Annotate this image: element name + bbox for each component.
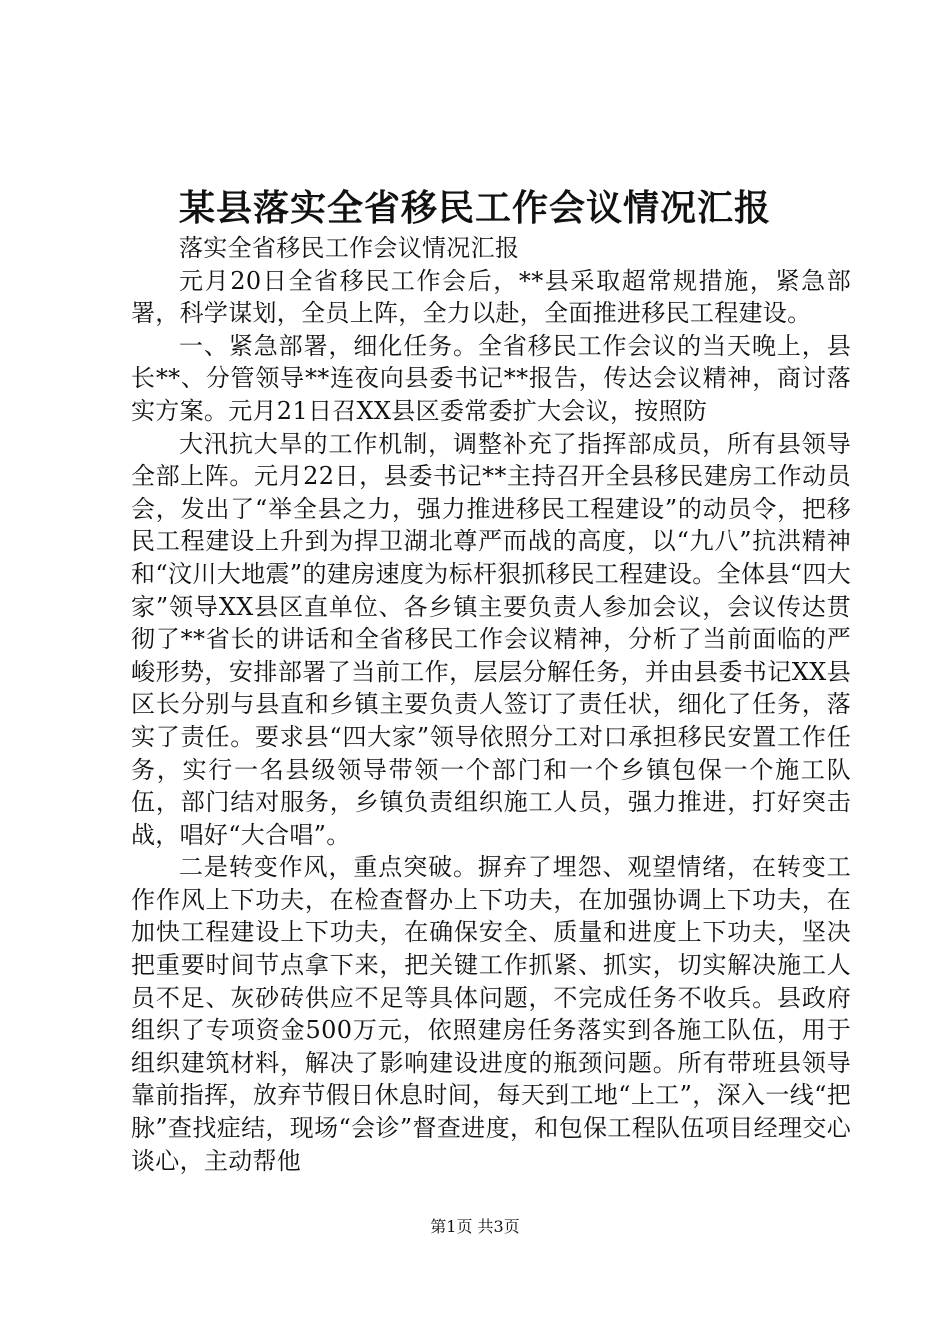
body-paragraph-subtitle: 落实全省移民工作会议情况汇报 <box>179 234 520 262</box>
body-paragraph-section-2: 二是转变作风，重点突破。摒弃了埋怨、观望情绪，在转变工作作风上下功夫，在检查督办上下功夫，在加强协调上下功夫，在加快工程建设上下功夫，在确保安全、质量和进度上下功夫，坚决把重要时间节点拿下来，把关键工作抓紧、抓实，切实解决施工人员不足、灰砂砖供应不足等具体问题，不完成任务不收兵。县政府组织了专项资金500万元，依照建房任务落实到各施工队伍，用于组织建筑材料，解决了影响建设进度的瓶颈问题。所有带班县领导靠前指挥，放弃节假日休息时间，每天到工地“上工”，深入一线“把脉”查找症结，现场“会诊”督查进度，和包保工程队伍项目经理交心谈心，主动帮他 <box>131 853 851 1175</box>
page-number-footer: 第1页 共3页 <box>430 1217 520 1236</box>
body-paragraph-intro: 元月20日全省移民工作会后，**县采取超常规措施，紧急部署，科学谋划，全员上阵，全力以赴，全面推进移民工程建设。 <box>131 266 851 328</box>
body-paragraph-section-1: 一、紧急部署，细化任务。全省移民工作会议的当天晚上，县长**、分管领导**连夜向县委书记**报告，传达会议精神，商讨落实方案。元月21日召XX县区委常委扩大会议，按照防 <box>131 331 851 425</box>
document-body <box>131 232 851 1177</box>
document-title: 某县落实全省移民工作会议情况汇报 <box>178 187 771 229</box>
body-paragraph-section-1-continued: 大汛抗大旱的工作机制，调整补充了指挥部成员，所有县领导全部上阵。元月22日，县委书记**主持召开全县移民建房工作动员会，发出了“举全县之力，强力推进移民工程建设”的动员令，把移民工程建设上升到为捍卫湖北尊严而战的高度，以“九八”抗洪精神和“汶川大地震”的建房速度为标杆狠抓移民工程建设。全体县“四大家”领导XX县区直单位、各乡镇主要负责人参加会议，会议传达贯彻了**省长的讲话和全省移民工作会议精神，分析了当前面临的严峻形势，安排部署了当前工作，层层分解任务，并由县委书记XX县区长分别与县直和乡镇主要负责人签订了责任状，细化了任务，落实了责任。要求县“四大家”领导依照分工对口承担移民安置工作任务，实行一名县级领导带领一个部门和一个乡镇包保一个施工队伍，部门结对服务，乡镇负责组织施工人员，强力推进，打好突击战，唱好“大合唱”。 <box>131 429 851 849</box>
